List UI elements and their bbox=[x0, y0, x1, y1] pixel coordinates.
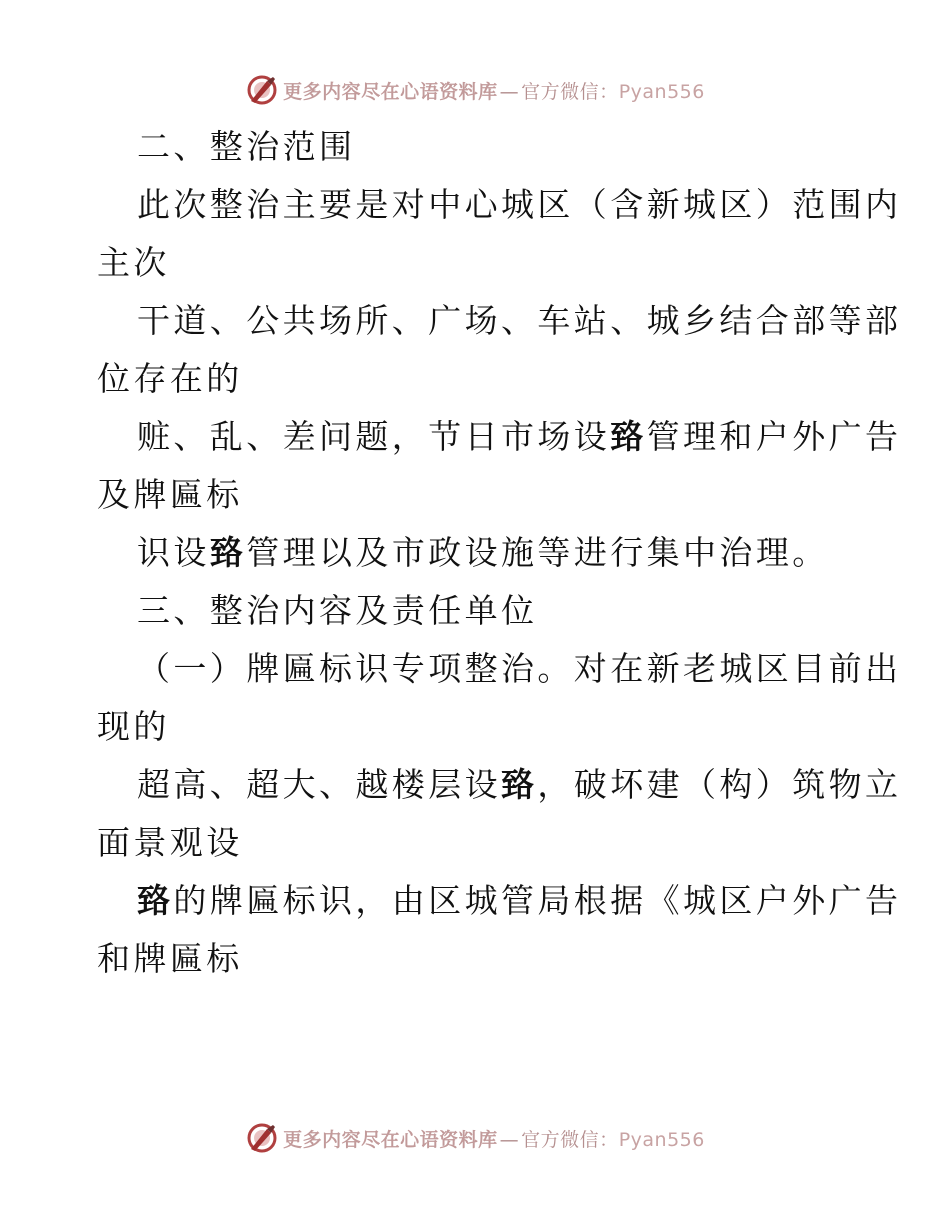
line-text: 及牌匾标 bbox=[97, 475, 243, 514]
document-line bbox=[97, 872, 902, 930]
line-text: ，破坏建（构）筑物立 bbox=[537, 765, 902, 804]
bold-glyph: 臵 bbox=[501, 765, 538, 804]
line-text: 二、整治范围 bbox=[137, 127, 356, 166]
line-text: （一）牌匾标识专项整治。对在新老城区目前出 bbox=[137, 649, 902, 688]
watermark-wechat-id: Pyan556 bbox=[618, 1128, 705, 1151]
line-text: 的牌匾标识，由区城管局根据《城区户外广告 bbox=[173, 881, 902, 920]
line-text: 干道、公共场所、广场、车站、城乡结合部等部 bbox=[137, 301, 902, 340]
line-text: 此次整治主要是对中心城区（含新城区）范围内 bbox=[137, 185, 902, 224]
watermark-label: 官方微信： bbox=[521, 80, 619, 103]
pen-nib-circle-icon bbox=[245, 1121, 279, 1155]
line-text: 识设 bbox=[137, 533, 210, 572]
line-text: 赃、乱、差问题，节日市场设 bbox=[137, 417, 611, 456]
bold-glyph: 臵 bbox=[610, 417, 647, 456]
document-line bbox=[97, 756, 902, 814]
line-text: 超高、超大、越楼层设 bbox=[137, 765, 501, 804]
document-line bbox=[97, 582, 857, 640]
line-text: 主次 bbox=[97, 243, 170, 282]
document-line bbox=[97, 292, 902, 350]
document-line bbox=[97, 234, 857, 292]
document-line bbox=[97, 176, 902, 234]
line-text: 现的 bbox=[97, 707, 170, 746]
watermark-separator: — bbox=[499, 1128, 520, 1151]
header-watermark bbox=[0, 70, 950, 110]
document-line bbox=[97, 640, 902, 698]
document-line bbox=[97, 408, 902, 466]
watermark-site-text: 更多内容尽在心语资料库 bbox=[283, 1128, 498, 1151]
document-line bbox=[97, 814, 857, 872]
document-body bbox=[97, 118, 902, 988]
document-line bbox=[97, 118, 857, 176]
document-line bbox=[97, 930, 857, 988]
line-text: 管理和户外广告 bbox=[646, 417, 902, 456]
document-line bbox=[97, 350, 857, 408]
watermark-wechat-id: Pyan556 bbox=[618, 80, 705, 103]
document-line bbox=[97, 466, 857, 524]
line-text: 三、整治内容及责任单位 bbox=[137, 591, 538, 630]
watermark-label: 官方微信： bbox=[521, 1128, 619, 1151]
bold-glyph: 臵 bbox=[209, 533, 247, 572]
line-text: 和牌匾标 bbox=[97, 939, 243, 978]
watermark-site-text: 更多内容尽在心语资料库 bbox=[283, 80, 498, 103]
line-text: 面景观设 bbox=[97, 823, 243, 862]
pen-nib-circle-icon bbox=[245, 73, 279, 107]
document-line bbox=[97, 524, 857, 582]
bold-glyph: 臵 bbox=[137, 881, 174, 920]
watermark-separator: — bbox=[499, 80, 520, 103]
line-text: 管理以及市政设施等进行集中治理。 bbox=[246, 533, 829, 572]
document-line bbox=[97, 698, 857, 756]
footer-watermark bbox=[0, 1118, 950, 1158]
line-text: 位存在的 bbox=[97, 359, 243, 398]
